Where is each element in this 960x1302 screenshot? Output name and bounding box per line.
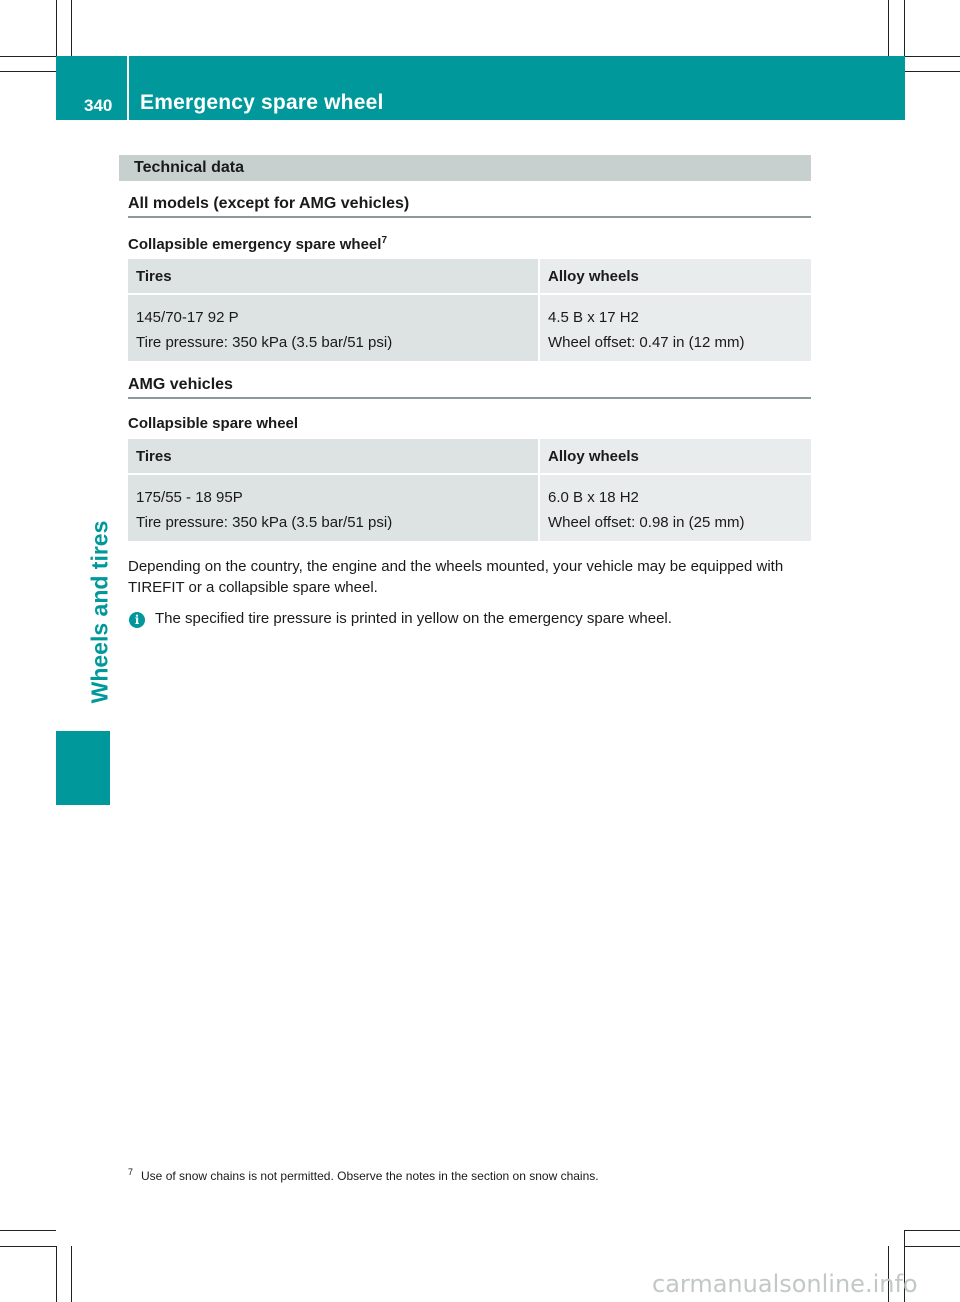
chapter-tab-label: Wheels and tires [86,520,113,704]
footnote [128,1167,599,1183]
page-number: 340 [84,96,113,115]
crop-mark [0,1230,56,1231]
tire-pressure: Tire pressure: 350 kPa (3.5 bar/51 psi) [136,334,393,351]
table-cell [538,473,811,541]
table-cell [538,293,811,361]
crop-mark [888,0,889,56]
table-cell [128,293,538,361]
crop-mark [905,71,960,72]
wheel-size: 6.0 B x 18 H2 [548,489,639,506]
info-note: The specified tire pressure is printed in yellow on the emergency spare wheel. [155,610,672,627]
table-row [128,293,811,361]
wheel-size: 4.5 B x 17 H2 [548,309,639,326]
wheel-offset: Wheel offset: 0.47 in (12 mm) [548,334,745,351]
column-header-tires: Tires [128,259,538,293]
heading-rule [128,397,811,399]
crop-mark [56,0,57,56]
amg-heading: AMG vehicles [128,376,233,393]
tire-size: 175/55 - 18 95P [136,489,243,506]
column-header-alloy-wheels: Alloy wheels [538,259,811,293]
header-divider [127,56,129,120]
section-title: Technical data [134,159,244,176]
footnote-text: Use of snow chains is not permitted. Observe the notes in the section on snow chains. [141,1169,599,1183]
crop-mark [0,71,56,72]
crop-mark [71,1246,72,1302]
crop-mark [905,1246,960,1247]
chapter-tab-marker [56,731,110,805]
models-heading: All models (except for AMG vehicles) [128,195,410,212]
body-paragraph: Depending on the country, the engine and the wheels mounted, your vehicle may be equipped with TIREFIT or a collapsible spare wheel. [128,558,784,596]
section-title-bar [119,155,811,181]
crop-mark [0,1246,56,1247]
column-header-tires: Tires [128,439,538,473]
watermark: carmanualsonline.info [652,1270,918,1298]
crop-mark [905,1230,960,1231]
amg-spare-wheel-subheading: Collapsible spare wheel [128,415,299,432]
footnote-reference: 7 [381,235,388,246]
crop-mark [905,56,960,57]
wheel-offset: Wheel offset: 0.98 in (25 mm) [548,514,745,531]
table-header-row [128,439,811,473]
crop-mark [904,0,905,56]
column-header-alloy-wheels: Alloy wheels [538,439,811,473]
footnote-number: 7 [128,1167,134,1177]
page-title: Emergency spare wheel [140,91,384,114]
crop-mark [71,0,72,56]
table-cell [128,473,538,541]
subheading-text: Collapsible emergency spare wheel [128,236,382,253]
info-icon: i [129,612,145,628]
tire-size: 145/70-17 92 P [136,309,239,326]
spare-wheel-subheading [128,235,387,253]
spare-wheel-table [128,259,811,361]
tire-pressure: Tire pressure: 350 kPa (3.5 bar/51 psi) [136,514,393,531]
heading-rule [128,216,811,218]
crop-mark [0,56,56,57]
crop-mark [56,1246,57,1302]
amg-spare-wheel-table [128,439,811,541]
table-row [128,473,811,541]
table-header-row [128,259,811,293]
